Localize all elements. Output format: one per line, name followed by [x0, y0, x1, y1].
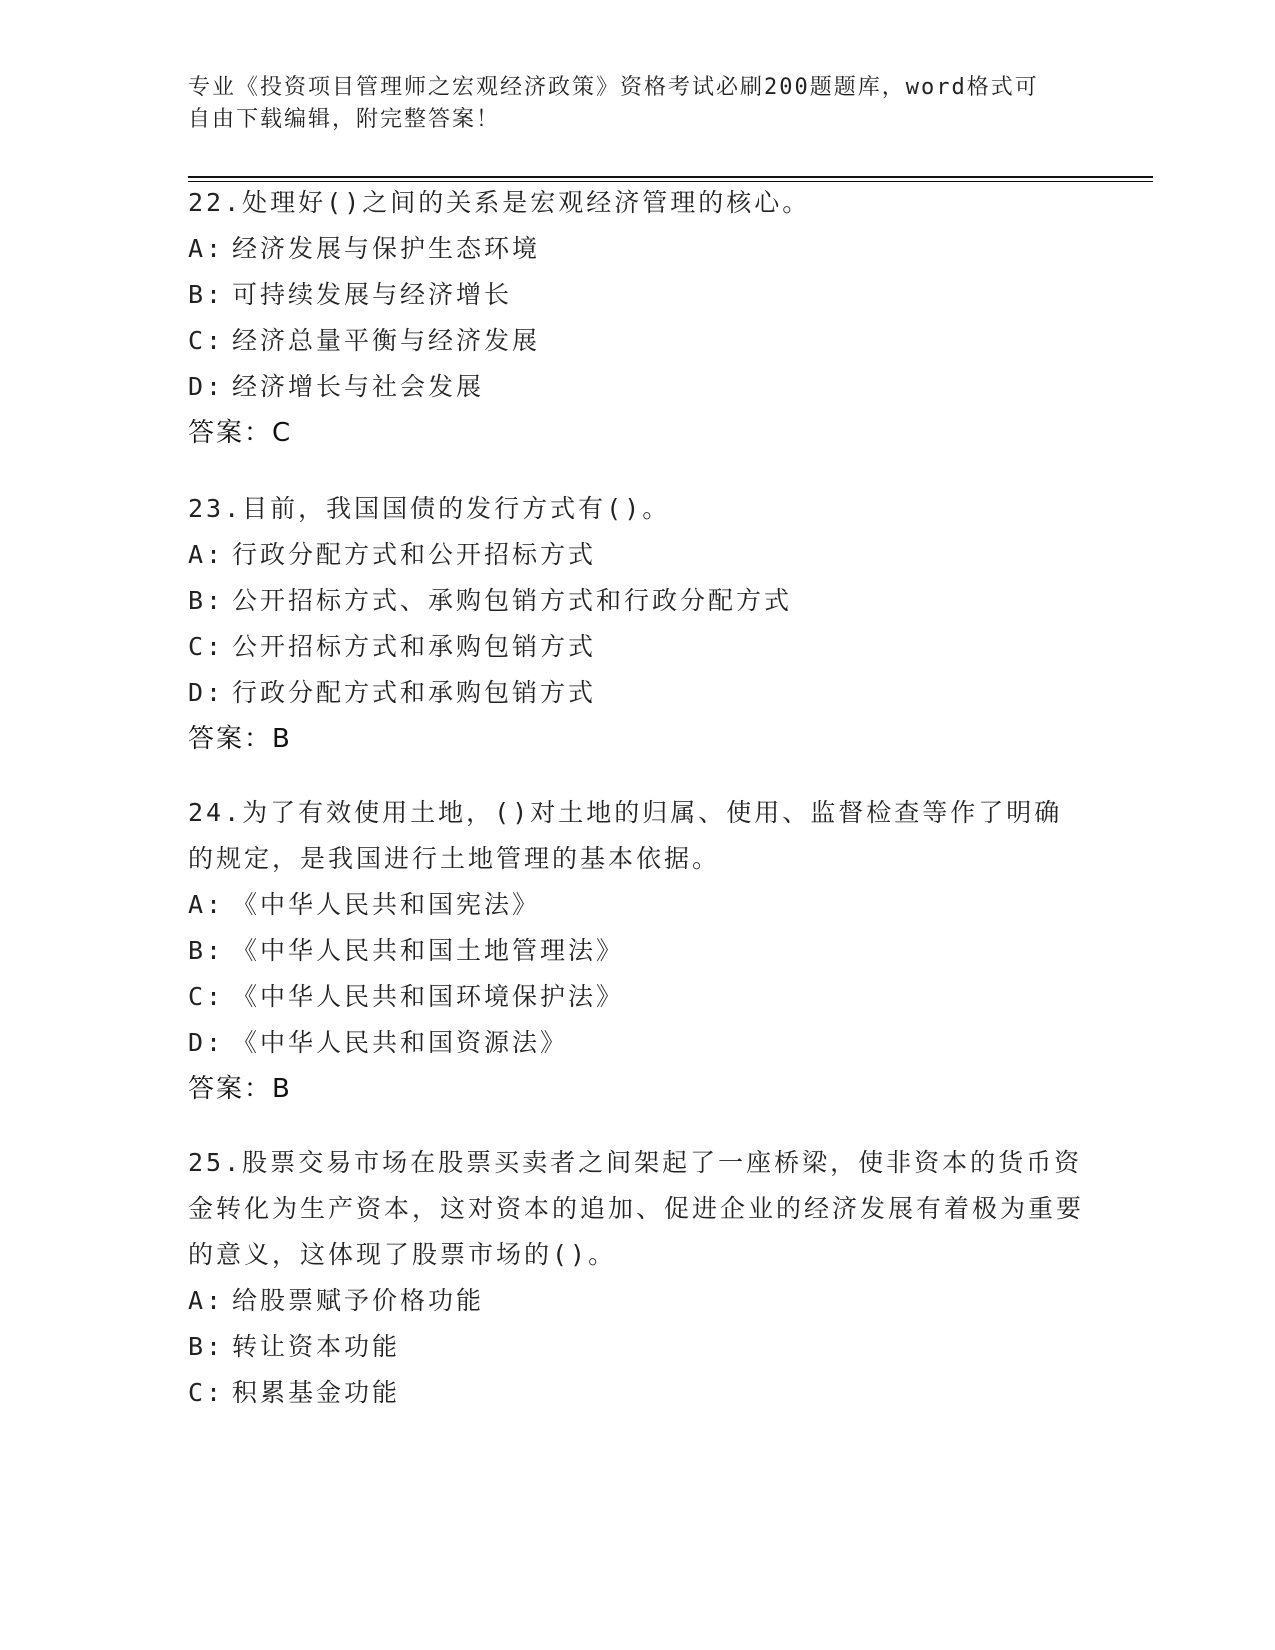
- option-letter: A:: [188, 890, 225, 919]
- option-text: 给股票赋予价格功能: [232, 1286, 485, 1315]
- option-a: [188, 882, 1088, 928]
- document-header: [188, 72, 1088, 136]
- option-letter: B:: [188, 280, 225, 309]
- option-text: 《中华人民共和国土地管理法》: [232, 936, 625, 965]
- option-letter: D:: [188, 372, 225, 401]
- option-b: [188, 578, 1088, 624]
- option-c: [188, 974, 1088, 1020]
- header-divider-thick: [188, 176, 1153, 178]
- option-text: 经济总量平衡与经济发展: [232, 326, 541, 355]
- option-letter: B:: [188, 936, 225, 965]
- option-a: [188, 226, 1088, 272]
- option-d: [188, 364, 1088, 410]
- option-letter: D:: [188, 1028, 225, 1057]
- question-24: [188, 790, 1088, 1112]
- answer-line: 答案：B: [188, 1074, 292, 1104]
- question-stem: 23.目前，我国国债的发行方式有()。: [188, 494, 671, 523]
- option-text: 《中华人民共和国宪法》: [232, 890, 541, 919]
- option-text: 公开招标方式、承购包销方式和行政分配方式: [232, 586, 793, 615]
- option-letter: B:: [188, 586, 225, 615]
- option-text: 《中华人民共和国资源法》: [232, 1028, 569, 1057]
- option-letter: B:: [188, 1332, 225, 1361]
- option-letter: D:: [188, 678, 225, 707]
- option-letter: A:: [188, 540, 225, 569]
- option-b: [188, 272, 1088, 318]
- option-c: [188, 1370, 1088, 1416]
- option-a: [188, 532, 1088, 578]
- option-d: [188, 1020, 1088, 1066]
- option-letter: C:: [188, 326, 225, 355]
- option-a: [188, 1278, 1088, 1324]
- question-23: [188, 486, 1088, 762]
- option-text: 行政分配方式和公开招标方式: [232, 540, 597, 569]
- option-text: 转让资本功能: [232, 1332, 401, 1361]
- question-stem: 25.股票交易市场在股票买卖者之间架起了一座桥梁，使非资本的货币资金转化为生产资本，这对资本的追加、促进企业的经济发展有着极为重要的意义，这体现了股票市场的()。: [188, 1148, 1085, 1269]
- option-text: 积累基金功能: [232, 1378, 401, 1407]
- option-c: [188, 624, 1088, 670]
- option-letter: A:: [188, 1286, 225, 1315]
- option-text: 经济增长与社会发展: [232, 372, 485, 401]
- option-letter: C:: [188, 982, 225, 1011]
- answer-line: 答案：C: [188, 418, 293, 448]
- option-d: [188, 670, 1088, 716]
- option-letter: C:: [188, 1378, 225, 1407]
- option-c: [188, 318, 1088, 364]
- question-22: [188, 180, 1088, 456]
- question-stem: 24.为了有效使用土地，()对土地的归属、使用、监督检查等作了明确的规定，是我国进行土地管理的基本依据。: [188, 798, 1063, 873]
- question-stem: 22.处理好()之间的关系是宏观经济管理的核心。: [188, 188, 811, 217]
- header-line-1: 专业《投资项目管理师之宏观经济政策》资格考试必刷200题题库，word格式可: [188, 75, 1039, 100]
- header-line-2: 自由下载编辑，附完整答案！: [188, 107, 501, 132]
- option-text: 经济发展与保护生态环境: [232, 234, 541, 263]
- option-letter: A:: [188, 234, 225, 263]
- answer-line: 答案：B: [188, 724, 292, 754]
- option-text: 行政分配方式和承购包销方式: [232, 678, 597, 707]
- option-b: [188, 928, 1088, 974]
- option-text: 公开招标方式和承购包销方式: [232, 632, 597, 661]
- option-letter: C:: [188, 632, 225, 661]
- option-text: 可持续发展与经济增长: [232, 280, 513, 309]
- option-b: [188, 1324, 1088, 1370]
- question-25: [188, 1140, 1088, 1416]
- option-text: 《中华人民共和国环境保护法》: [232, 982, 625, 1011]
